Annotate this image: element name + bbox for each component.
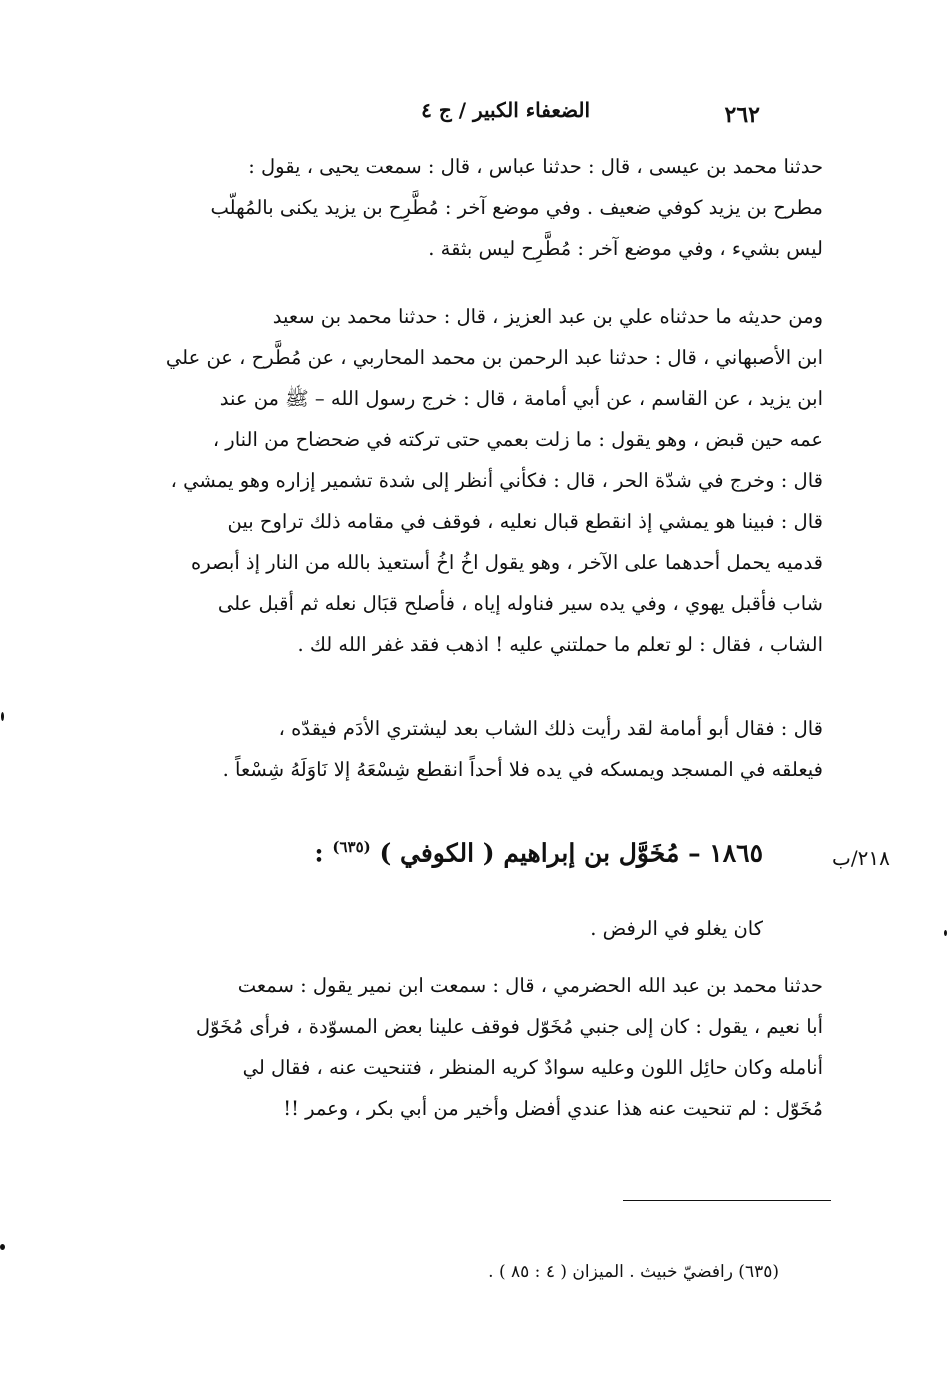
- page-number: ٢٦٢: [724, 102, 760, 128]
- entry-number: ١٨٦٥: [709, 838, 763, 868]
- entry-dash: –: [688, 838, 701, 868]
- text-line: كان يغلو في الرفض .: [590, 917, 763, 940]
- text-line: أبا نعيم ، يقول : كان إلى جنبي مُخَوّل فوقف علينا بعض المسوّدة ، فرأى مُخَوّل: [195, 1015, 823, 1038]
- text-line: مُخَوّل : لم تنحيت عنه هذا عندي أفضل وأخير من أبي بكر ، وعمر !!: [283, 1097, 823, 1120]
- text-line: ابن يزيد ، عن القاسم ، عن أبي أمامة ، قال : خرج رسول الله – ﷺ من عند: [219, 387, 823, 410]
- paragraph-3: [123, 708, 823, 790]
- entry-paragraph-2: [123, 965, 823, 1129]
- scan-speck: [0, 1244, 5, 1250]
- scan-speck: [1, 712, 4, 721]
- entry-heading: [283, 838, 763, 867]
- scan-speck: [944, 930, 947, 936]
- entry-paragraph-1: [123, 908, 763, 949]
- paragraph-1: [123, 146, 823, 269]
- text-line: الشاب ، فقال : لو تعلم ما حملتني عليه ! اذهب فقد غفر الله لك .: [297, 633, 823, 656]
- text-line: حدثنا محمد بن عبد الله الحضرمي ، قال : سمعت ابن نمير يقول : سمعت: [237, 974, 823, 997]
- margin-folio-note: ٢١٨/ب: [832, 846, 890, 870]
- text-line: قدميه يحمل أحدهما على الآخر ، وهو يقول اخُ اخُ أستعيذ بالله من النار إذ أبصره: [191, 551, 823, 574]
- text-line: ليس بشيء ، وفي موضع آخر : مُطَّرِح ليس بثقة .: [428, 237, 823, 260]
- text-line: فيعلقه في المسجد ويمسكه في يده فلا أحداً انقطع شِسْعَهُ إلا نَاوَلَهُ شِسْعاً .: [222, 758, 823, 781]
- entry-name: مُخَوَّل بن إبراهيم ( الكوفي ): [379, 838, 680, 868]
- text-line: قال : وخرج في شدّة الحر ، قال : فكأني أنظر إلى شدة تشمير إزاره وهو يمشي ،: [170, 469, 823, 492]
- text-line: أنامله وكان حائِل اللون وعليه سوادٌ كريه المنظر ، فتنحيت عنه ، فقال لي: [242, 1056, 823, 1079]
- text-line: حدثنا محمد بن عيسى ، قال : حدثنا عباس ، قال : سمعت يحيى ، يقول :: [248, 155, 823, 178]
- text-line: قال : فقال أبو أمامة لقد رأيت ذلك الشاب بعد ليشتري الأدَم فيقدّه ،: [278, 717, 823, 740]
- footnote-separator: [623, 1200, 831, 1201]
- text-line: ابن الأصبهاني ، قال : حدثنا عبد الرحمن بن محمد المحاربي ، عن مُطَّرح ، عن علي: [165, 346, 823, 369]
- text-line: ومن حديثه ما حدثناه علي بن عبد العزيز ، قال : حدثنا محمد بن سعيد: [272, 305, 823, 328]
- text-line: مطرح بن يزيد كوفي ضعيف . وفي موضع آخر : مُطَّرِح بن يزيد يكنى بالمُهلّب: [210, 196, 823, 219]
- page-header: [360, 98, 760, 138]
- text-line: شاب فأقبل يهوي ، وفي يده سير فناوله إياه ، فأصلح قبَال نعله ثم أقبل على: [217, 592, 823, 615]
- text-line: قال : فبينا هو يمشي إذ انقطع قبال نعليه ، فوقف في مقامه ذلك تراوح بين: [227, 510, 823, 533]
- paragraph-2: [123, 296, 823, 665]
- footnote: (٦٣٥) رافضيّ خبيث . الميزان ( ٤ : ٨٥ ) .: [488, 1262, 779, 1282]
- footnote-reference: (٦٣٥): [332, 838, 371, 856]
- text-line: عمه حين قبض ، وهو يقول : ما زلت بعمي حتى تركته في ضحضاح من النار ،: [212, 428, 823, 451]
- entry-colon: :: [314, 838, 324, 868]
- running-title: الضعفاء الكبير / ج ٤: [421, 98, 590, 122]
